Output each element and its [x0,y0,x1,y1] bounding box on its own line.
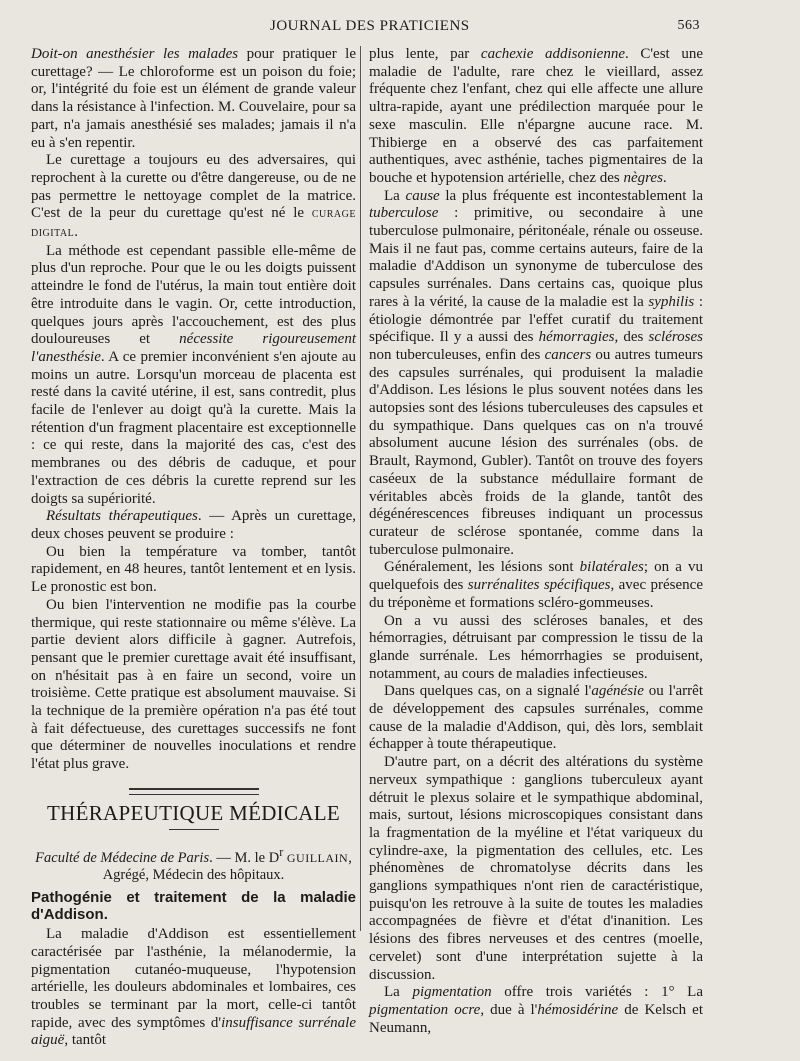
text-run: , des [614,329,649,346]
text-run: La [384,984,413,1001]
italic-run: pigmentation [412,984,492,1001]
smallcaps-run: CURAGE DIGITAL [31,209,356,240]
text-run: : étiologie démontrée par l'effet curatif du traitement spécifique. Il y a aussi des [369,293,704,346]
section-underline [169,829,219,830]
author-line [31,844,356,868]
text-run: la plus fréquente est incontestablement la [439,187,703,204]
author-name: GUILLAIN [286,850,349,865]
text-run: Généralement, les lésions sont [384,559,580,576]
text-run: . — M. le D [209,849,280,866]
article-title: Pathogénie et traitement de la maladie d'Addison. [31,888,356,924]
italic-run: nègres [623,169,663,186]
column-divider [360,46,361,931]
italic-run: insuffisance surrénale aiguë [31,1014,357,1049]
text-run: La maladie d'Addison est essentiellement caractérisée par l'asthénie, la mélanodermie, la pigmentation cutanéo-muqueuse, l'hypotension artérielle, les douleurs abdominales et lombaires, ces troubles se terminant par la mort, celle-ci tantôt rapide, avec des symptômes d' [31,926,356,1031]
paragraph [369,46,703,188]
italic-run: nécessite rigoureusement l'anesthésie [31,331,356,365]
text-run: ou l'arrêt de développement des capsules surrénales, comme cause de la maladie d'Addison, qui, dès lors, semblait échapper à toute thérapeutique. [369,683,703,753]
italic-run: surrénalites spécifiques [467,577,611,594]
text-run: . [662,169,667,186]
section-title: THÉRAPEUTIQUE MÉDICALE [47,800,340,825]
italic-run: Doit-on anesthésier les malades [31,46,239,62]
superscript: r [279,844,284,859]
italic-run: Résultats thérapeutiques [46,508,198,525]
paragraph [31,508,356,543]
text-run: : primitive, ou secondaire à une tuberculose pulmonaire, péritonéale, rénale ou osseuse. Mais il ne faut pas, comme certains auteurs, faire de la maladie d'Addison un synonyme de tuberculose des capsules surrénales. Dans certains cas, quoique plus rares à la vérité, la cause de la maladie est la [369,205,703,310]
text-run: , due à l' [480,1001,538,1018]
text-run: de Kelsch et Neumann, [369,1001,703,1036]
text-run: Le curettage a toujours eu des adversaires, qui reprochent à la curette ou d'être dangereuse, ou de ne pas permettre le nettoyage complet de la matrice. C'est de la peur du curettage qu'est né le [31,152,356,222]
text-run: La [384,187,406,204]
italic-run: cachexie addisonienne [480,46,625,62]
section-rule [129,788,259,795]
text-run: . A ce premier inconvénient s'en ajoute au moins un autre. Lorsqu'un morceau de placenta est resté dans la cavité utérine, il est, sans contredit, plus facile de l'enlever au doigt qu'à la curette. Mais la rétention d'un fragment placentaire est exceptionnelle : ce qui reste, dans la majorité des cas, c'est des membranes ou des débris de caduque, et pour l'extraction de ces débris la curette reprend sur les doigts sa supériorité. [31,348,356,507]
paragraph [31,926,356,1050]
text-run: Ou bien l'intervention ne modifie pas la courbe thermique, qui reste stationnaire ou même s'élève. La partie devient alors difficile à gagner. Autrefois, pensant que le premier curettage avait été insuffisant, on n'hésitait pas à en faire un second, voire un troisième. Cette pratique est absolument mauvaise. Si la technique de la première opération n'a pas été tout à fait défectueuse, des curettages successifs ne font que déterminer de nouvelles inoculations et rendre l'état plus grave. [31,596,356,773]
italic-run: tuberculose [369,205,439,222]
left-column [31,46,356,1050]
text-run: La méthode est cependant passible elle-même de plus d'un reproche. Pour que le ou les doigts puissent atteindre le fond de l'utérus, la main tout entière doit être introduite dans le vagin. Or, cette introduction, quelques jours après l'accouchement, est des plus douloureuses et [31,242,356,348]
text-run: Dans quelques cas, on a signalé l' [384,683,592,700]
italic-run: cancers [544,346,592,363]
italic-run: hémorragies [538,329,615,346]
text-run: , tantôt [64,1032,106,1049]
author-affiliation: Agrégé, Médecin des hôpitaux. [102,867,285,884]
text-run: . [74,224,78,241]
text-run: , [348,849,352,866]
text-run: On a vu aussi des scléroses banales, et des hémorragies, détruisant par compression le tissu de la glande surrénale. Les hémorrhagies se produisent, notamment, au cours de maladies infectieuses. [369,612,703,682]
text-run: Ou bien la température va tomber, tantôt rapidement, en 48 heures, tantôt lentement et en lysis. Le pronostic est bon. [31,543,356,596]
text-run: plus lente, par [369,46,481,62]
text-run: offre trois variétés : 1° La [491,984,704,1001]
faculty-name: Faculté de Médecine de Paris [35,849,210,866]
text-run: pour pratiquer le curettage? — Le chloroforme est un poison du foie; or, l'intégrité du foie est un élément de grande valeur dans la résistance à l'infection. M. Couvelaire, pour sa part, n'a jamais anesthésié ses malades; jamais il n'a eu à s'en repentir. [31,46,357,151]
italic-run: hémosidérine [537,1001,619,1018]
paragraph [31,46,356,152]
text-run: , avec présence du tréponème et formations scléro-gommeuses. [369,577,703,611]
paragraph [369,559,703,612]
italic-run: scléroses [648,329,703,346]
italic-run: pigmentation ocre [369,1001,481,1018]
italic-run: syphilis [648,293,695,310]
text-run: ; on a vu quelquefois des [369,559,703,594]
text-run: non tuberculeuses, enfin des [369,346,545,363]
paragraph [369,984,703,1037]
paragraph [369,754,703,984]
text-run: . — Après un curettage, deux choses peuvent se produire : [31,508,356,542]
paragraph [31,152,356,243]
right-column [369,46,703,1037]
italic-run: agénésie [591,683,644,700]
paragraph [31,243,356,509]
text-run: D'autre part, on a décrit des altérations du système nerveux sympathique : ganglions tuberculeux ayant détruit le plexus solaire et le sympathique abdominal, mais, surtout, lésions microscopiques consistant dans la fragmentation de la myéline et l'état variqueux du cylindre-axe, la pigmentation des cellules, etc. Les phénomènes de chromatolyse décrits dans les ganglions sympathiques n'ont rien de caractéristique, puisqu'on les retrouve à la suite de toutes les maladies accompagnées de fièvre et d'état d'inanition. Les lésions des fibres nerveuses et des centres (moelle, cervelet) sont d'une interprétation sujette à la discussion. [369,754,703,983]
paragraph [369,613,703,684]
section-heading-block [31,788,356,830]
italic-run: cause [405,187,440,204]
page-number: 563 [677,18,700,33]
text-run: . C'est une maladie de l'adulte, rare chez le vieillard, assez fréquente chez l'enfant, chez qui elle affecte une allure ultra-rapide, ayant une prédilection marquée pour le sexe masculin. Elle n'épargne aucune race. M. Thibierge en a observé des cas parfaitement authentiques, avec asthénie, taches pigmentaires de la bouche et hypotension artérielle, chez des [369,46,703,186]
journal-title: JOURNAL DES PRATICIENS [270,18,470,34]
paragraph [31,544,356,597]
paragraph [369,188,703,560]
paragraph [31,597,356,774]
text-run: ou autres tumeurs des capsules surrénales, qui produisent la maladie d'Addison. Les lésions le plus souvent notées dans les autopsies sont des lésions tuberculeuses des capsules et du sympathique. Dans quelques cas on n'a trouvé absolument aucune lésion des surrénales (obs. de Brault, Raymond, Gubler). Tantôt on trouve des foyers caséeux de la substance médullaire formant de véritables abcès froids de la glande, tantôt des dégénérescences fibreuses indiquant un processus curateur de sclérose spontanée, comme dans la tuberculose pulmonaire. [369,346,704,558]
italic-run: bilatérales [579,559,644,576]
paragraph [369,683,703,754]
